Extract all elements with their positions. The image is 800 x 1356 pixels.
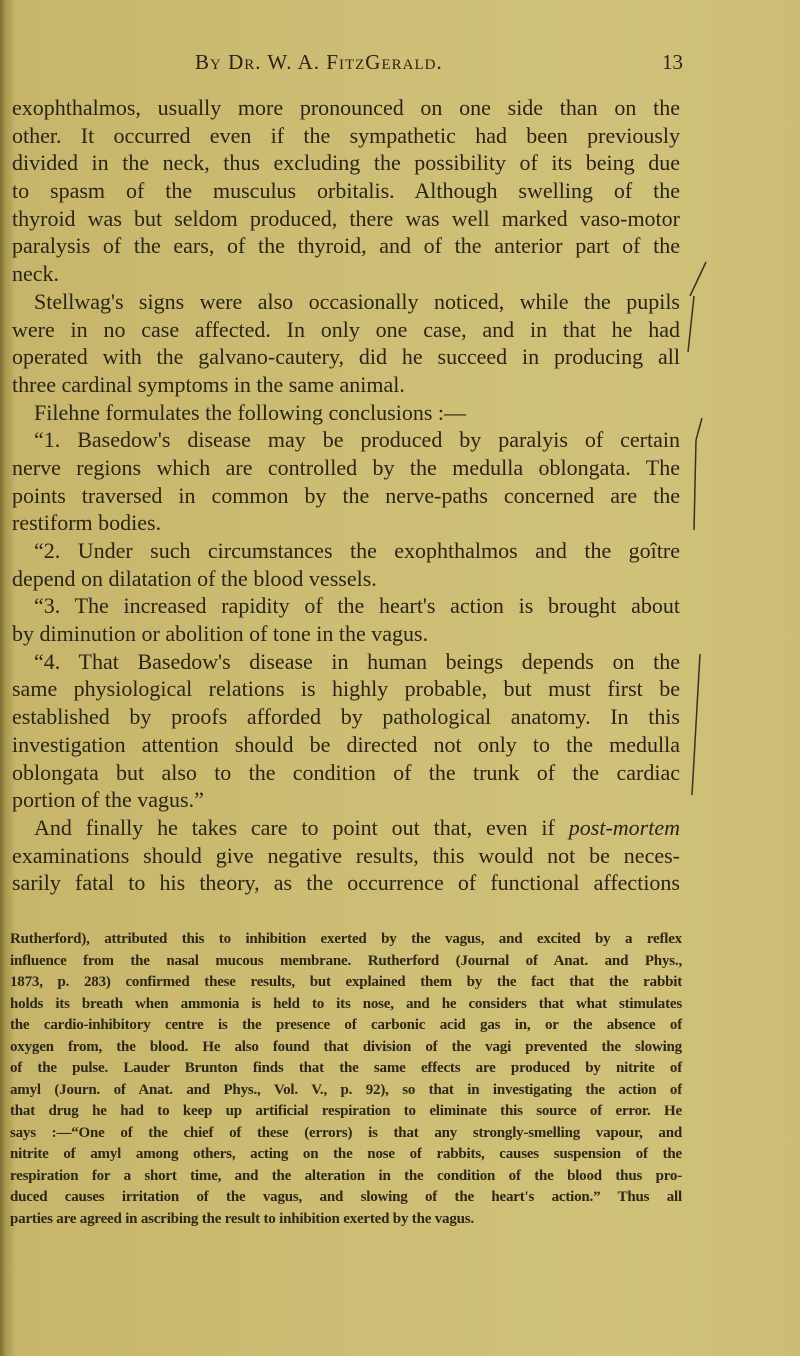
body-line: exophthalmos, usually more pronounced on one side than on the <box>12 95 680 120</box>
body-line: “1. Basedow's disease may be produced by paralyis of certain <box>34 427 680 453</box>
footnote-line: duced causes irritation of the vagus, and slowing of the heart's action.” Thus all <box>10 1189 682 1205</box>
footnote-line: Rutherford), attributed this to inhibition exerted by the vagus, and excited by a reflex <box>10 931 682 947</box>
footnote-line: nitrite of amyl among others, acting on the nose of rabbits, causes suspension of the <box>10 1146 682 1162</box>
footnote-line: oxygen from, the blood. He also found that division of the vagi prevented the slowing <box>10 1038 682 1055</box>
footnote-line: holds its breath when ammonia is held to its nose, and he considers that what stimulates <box>10 995 682 1012</box>
footnote-line: of the pulse. Lauder Brunton finds that the same effects are produced by nitrite of <box>10 1060 682 1076</box>
body-line: “3. The increased rapidity of the heart's action is brought about <box>34 593 680 619</box>
body-line <box>12 814 680 842</box>
footnote-line: influence from the nasal mucous membrane. Rutherford (Journal of Anat. and Phys., <box>10 952 682 969</box>
footnote-line: respiration for a short time, and the alteration in the condition of the blood thus pro- <box>10 1167 682 1184</box>
body-line-text: And finally he takes care to point out that, even if <box>34 814 569 840</box>
body-line: nerve regions which are controlled by the medulla oblongata. The <box>12 454 680 480</box>
body-line: examinations should give negative results, this would not be neces- <box>12 842 680 868</box>
body-line: other. It occurred even if the sympathetic had been previously <box>12 122 680 148</box>
footnote-line: amyl (Journ. of Anat. and Phys., Vol. V., p. 92), so that in investigating the action of <box>10 1081 682 1098</box>
body-line: “4. That Basedow's disease in human beings depends on the <box>34 648 680 674</box>
body-line: points traversed in common by the nerve-paths concerned are the <box>12 482 680 508</box>
footnote-line: that drug he had to keep up artificial respiration to eliminate this source of error. He <box>10 1103 682 1119</box>
body-line: portion of the vagus.” <box>12 787 204 813</box>
body-line: neck. <box>12 261 60 287</box>
body-line: sarily fatal to his theory, as the occurrence of functional affections <box>12 870 680 896</box>
body-line: divided in the neck, thus excluding the possibility of its being due <box>12 150 680 176</box>
body-line: were in no case affected. In only one case, and in that he had <box>12 316 680 342</box>
footnote-line: says :—“One of the chief of these (errors) is that any strongly-smelling vapour, and <box>10 1124 682 1141</box>
body-line: Filehne formulates the following conclusions :— <box>34 399 466 425</box>
body-line: thyroid was but seldom produced, there was well marked vaso-motor <box>12 205 680 231</box>
body-line: by diminution or abolition of tone in the vagus. <box>12 621 429 647</box>
footnote-line: 1873, p. 283) confirmed these results, but explained them by the fact that the rabbit <box>10 974 682 990</box>
body-line: to spasm of the musculus orbitalis. Although swelling of the <box>12 178 680 204</box>
body-line: depend on dilatation of the blood vessels. <box>12 565 377 591</box>
body-line: paralysis of the ears, of the thyroid, and of the anterior part of the <box>12 233 680 259</box>
running-header <box>0 50 800 76</box>
body-line: restiform bodies. <box>12 510 162 536</box>
footnote-line: the cardio-inhibitory centre is the presence of carbonic acid gas in, or the absence of <box>10 1017 682 1033</box>
body-text <box>12 94 680 897</box>
body-line: three cardinal symptoms in the same animal. <box>12 371 405 397</box>
running-title: By Dr. W. A. FitzGerald. <box>195 50 443 74</box>
footnote-line: parties are agreed in ascribing the result to inhibition exerted by the vagus. <box>10 1210 474 1227</box>
body-line: established by proofs afforded by pathological anatomy. In this <box>12 704 680 730</box>
body-line: “2. Under such circumstances the exophthalmos and the goître <box>34 538 680 563</box>
page-number: 13 <box>662 50 683 74</box>
body-line: investigation attention should be directed not only to the medulla <box>12 731 680 757</box>
footnote <box>10 929 682 1230</box>
body-line: operated with the galvano-cautery, did he succeed in producing all <box>12 344 680 370</box>
body-line: same physiological relations is highly probable, but must first be <box>12 676 680 702</box>
body-line: Stellwag's signs were also occasionally noticed, while the pupils <box>34 288 680 314</box>
emphasis-post-mortem: post-mortem <box>568 814 680 840</box>
body-line: oblongata but also to the condition of the trunk of the cardiac <box>12 759 680 785</box>
